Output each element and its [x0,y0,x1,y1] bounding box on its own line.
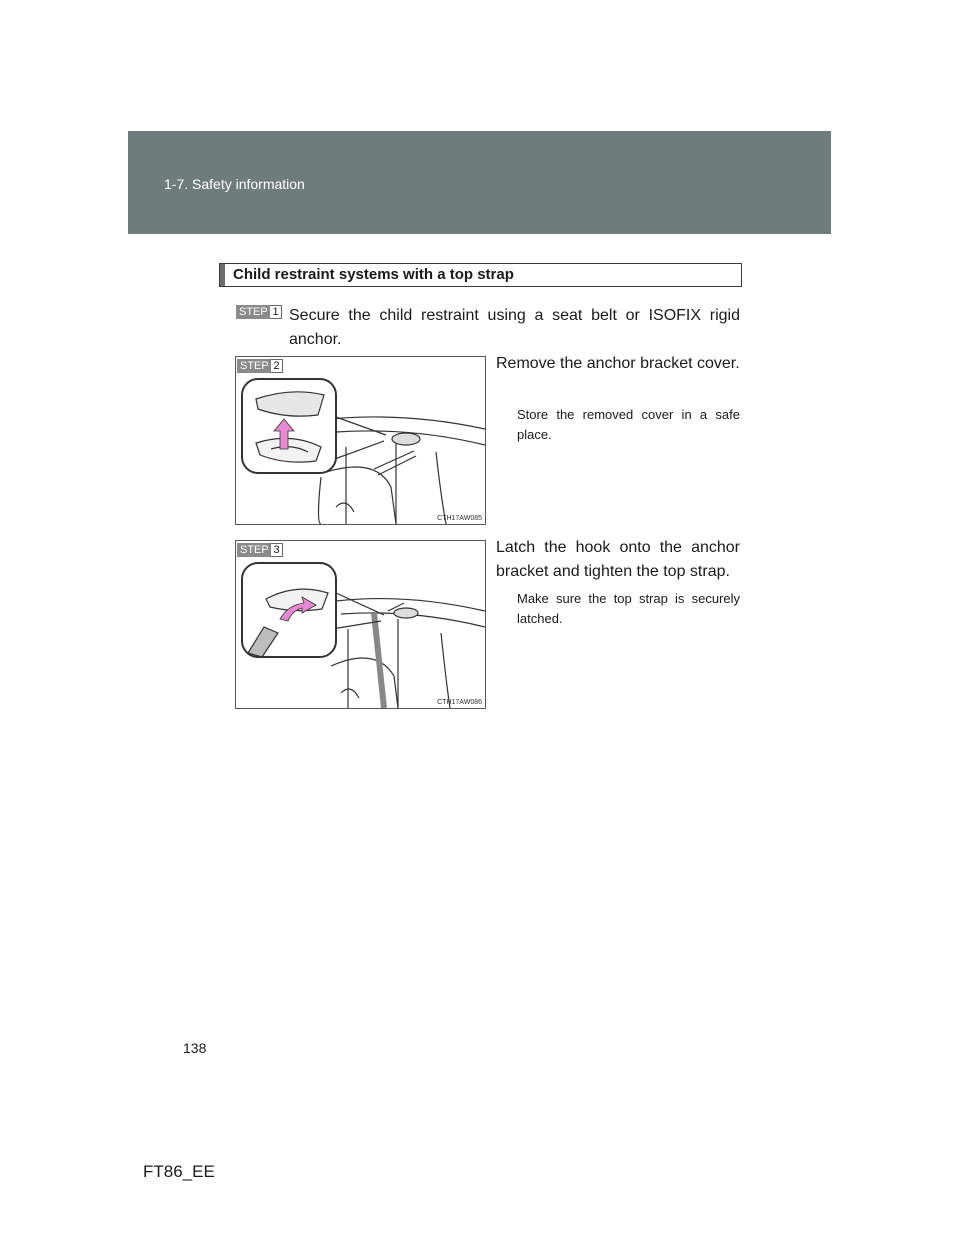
section-heading-bar [220,264,225,286]
step-number: 3 [271,543,283,557]
step-3-badge [237,543,283,557]
step-2-text: Remove the anchor bracket cover. [496,355,740,372]
step-3-text: Latch the hook onto the anchor bracket and tighten the top strap. [496,539,740,580]
figure-code: CTH17AW086 [437,699,482,706]
step-1-text: Secure the child restraint using a seat belt or ISOFIX rigid anchor. [289,307,740,348]
step-word: STEP [237,543,271,557]
step-1-badge [236,305,282,319]
page-number: 138 [183,1040,207,1056]
step-number: 1 [270,305,282,319]
document-code: FT86_EE [143,1162,215,1181]
step-3-figure [235,540,486,709]
step-number: 2 [271,359,283,373]
chapter-header [128,131,831,234]
anchor-cover-illustration [236,357,485,524]
step-2-figure [235,356,486,525]
chapter-title: 1-7. Safety information [164,176,305,192]
hook-latch-illustration [236,541,485,708]
step-word: STEP [237,359,271,373]
section-title: Child restraint systems with a top strap [233,266,514,283]
step-word: STEP [236,305,270,319]
step-3-note: Make sure the top strap is securely latched. [517,591,740,626]
section-heading [219,263,742,287]
step-2-note: Store the removed cover in a safe place. [517,407,740,442]
figure-code: CTH17AW085 [437,515,482,522]
step-2-badge [237,359,283,373]
